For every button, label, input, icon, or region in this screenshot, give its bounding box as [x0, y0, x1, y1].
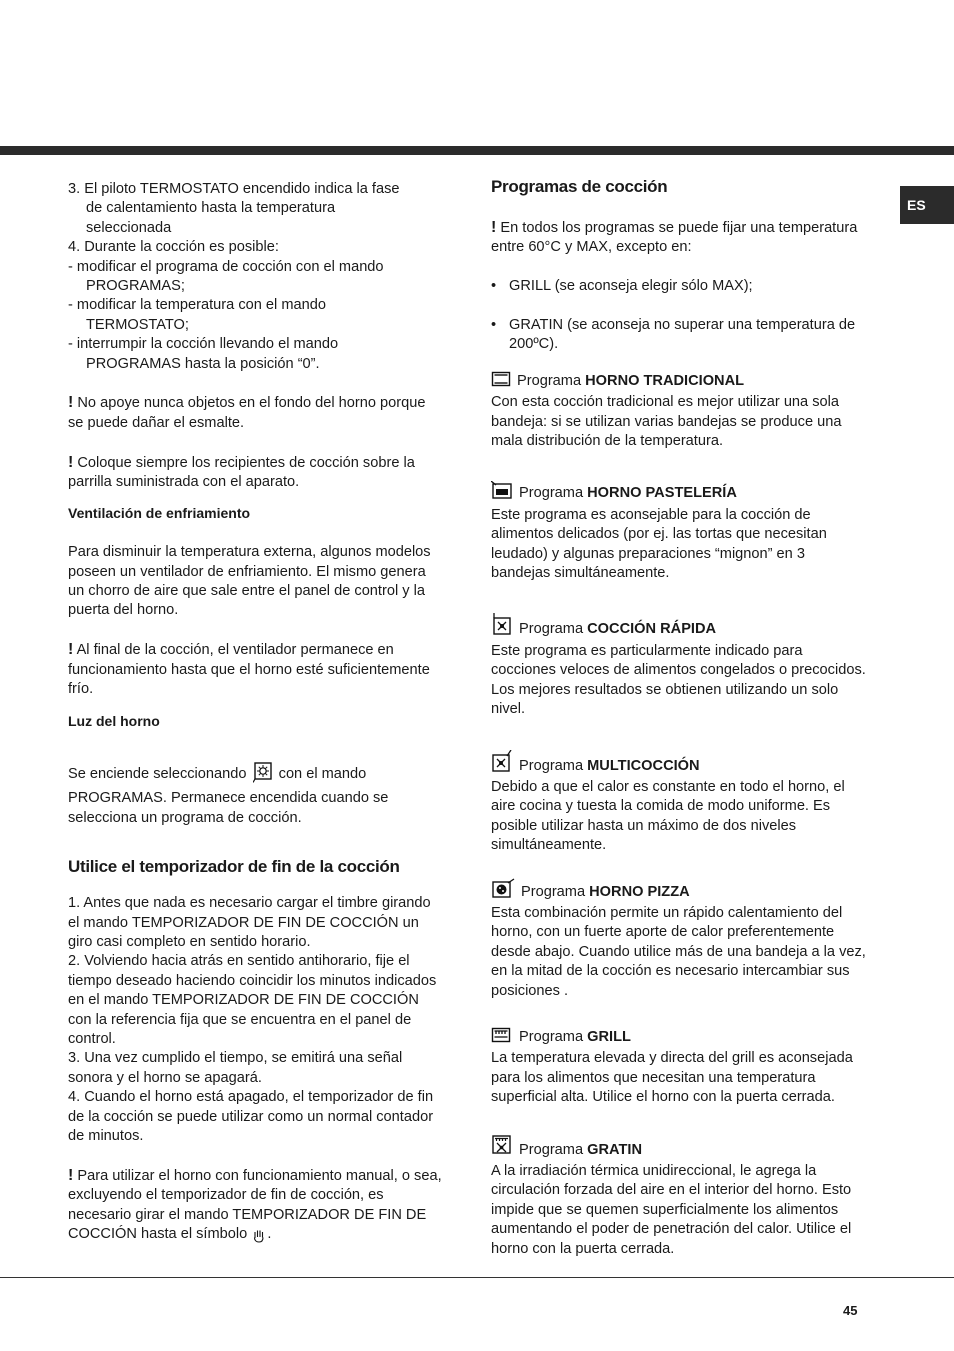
program-word: Programa [519, 1028, 584, 1045]
program-description: Este programa es aconsejable para la cocción de alimentos delicados (por ej. las tortas que necesitan leudado) y algunas preparaciones “mignon” en 3 bandejas simultáneamente. [491, 506, 827, 582]
timer-step-2: 2. Volviendo hacia atrás en sentido antihorario, fije el tiempo deseado haciendo coincidir los minutos indicados en el mando TEMPORIZADOR DE FIN DE COCCIÓN con la referencia fija que se encuentra en el panel de control. [68, 953, 437, 1047]
oven-light-text-a: Se enciende seleccionando [68, 765, 247, 782]
program-horno-pasteleria [491, 481, 867, 583]
footer-rule [0, 1277, 954, 1278]
left-column [68, 180, 444, 1249]
program-gratin [491, 1134, 867, 1259]
gratin-icon [491, 1134, 513, 1162]
program-name: HORNO PASTELERÍA [587, 485, 737, 502]
program-description: La temperatura elevada y directa del grill es aconsejada para los alimentos que necesitan una temperatura superficial alta. Utilice el horno con la puerta cerrada. [491, 1050, 853, 1106]
bullet-grill-text: GRILL (se aconseja elegir sólo MAX); [509, 278, 753, 295]
bullet-gratin-text: GRATIN (se aconseja no superar una temperatura de 200ºC). [509, 317, 856, 353]
warning-mark: ! [68, 641, 74, 659]
oven-light-text [68, 761, 444, 828]
program-word: Programa [519, 621, 584, 638]
program-name: GRATIN [587, 1141, 642, 1158]
warning-mark: ! [68, 394, 74, 412]
warning-manual [68, 1166, 444, 1250]
warning-enamel-text: No apoye nunca objetos en el fondo del horno porque se puede dañar el esmalte. [68, 395, 426, 431]
program-horno-tradicional [491, 371, 867, 452]
bullet-dot: • [491, 317, 497, 333]
warning-rack-text: Coloque siempre los recipientes de cocción sobre la parrilla suministrada con el aparato. [68, 454, 415, 491]
program-word: Programa [521, 883, 586, 900]
bullet-grill [491, 277, 867, 296]
fast-cooking-icon [491, 613, 513, 641]
option-line-4: TERMOSTATO; [86, 316, 189, 333]
warning-rack [68, 453, 444, 493]
program-title [491, 1134, 867, 1162]
program-name: COCCIÓN RÁPIDA [587, 621, 717, 638]
program-title [491, 481, 867, 505]
bullet-gratin [491, 316, 867, 355]
program-title [491, 878, 867, 904]
pizza-icon [491, 878, 515, 904]
program-word: Programa [519, 1141, 584, 1158]
warning-mark: ! [68, 453, 74, 471]
step-3-line-2: de calentamiento hasta la temperatura [86, 200, 336, 217]
program-word: Programa [519, 757, 584, 774]
warning-mark: ! [68, 1166, 74, 1184]
option-line-3: - modificar la temperatura con el mando [68, 297, 326, 314]
timer-step-3: 3. Una vez cumplido el tiempo, se emitirá una señal sonora y el horno se apagará. [68, 1050, 403, 1086]
warning-manual-text: Para utilizar el horno con funcionamiento manual, o sea, excluyendo el temporizador de fin de cocción, es necesario girar el mando TEMPORIZADOR DE FIN DE COCCIÓN hasta el símbolo [68, 1167, 442, 1243]
language-tab: ES [900, 186, 954, 224]
warning-manual-end: . [267, 1226, 272, 1243]
option-line-5: - interrumpir la cocción llevando el mando [68, 336, 339, 353]
program-description: Esta combinación permite un rápido calentamiento del horno, con un fuerte aporte de calor preferentemente desde abajo. Cuando utilice más de una bandeja a la vez, en la mitad de la cocción es necesario intercambiar sus posiciones . [491, 904, 866, 999]
hand-icon [253, 1229, 265, 1249]
oven-light-heading: Luz del horno [68, 712, 160, 729]
grill-icon [491, 1027, 513, 1049]
option-line-1: - modificar el programa de cocción con el mando [68, 258, 384, 275]
step-4-line: 4. Durante la cocción es posible: [68, 239, 279, 256]
program-grill [491, 1027, 867, 1108]
programs-intro [491, 218, 867, 258]
ventilation-heading: Ventilación de enfriamiento [68, 505, 251, 522]
timer-step-4: 4. Cuando el horno está apagado, el temporizador de fin de la cocción se puede utilizar como un normal contador de minutos. [68, 1089, 434, 1144]
programs-intro-text: En todos los programas se puede fijar una temperatura entre 60°C y MAX, excepto en: [491, 220, 858, 256]
ventilation-text: Para disminuir la temperatura externa, algunos modelos poseen un ventilador de enfriamiento. El mismo genera un chorro de aire que sale entre el panel de control y la puerta del horno. [68, 544, 431, 619]
program-word: Programa [519, 485, 584, 502]
program-horno-pizza [491, 878, 867, 1001]
pastry-icon [491, 481, 513, 505]
program-title [491, 371, 867, 393]
top-bar [0, 146, 954, 155]
oven-light-icon [253, 761, 273, 789]
option-line-6: PROGRAMAS hasta la posición “0”. [86, 355, 320, 372]
step-3-line-1: 3. El piloto TERMOSTATO encendido indica la fase [68, 181, 400, 197]
page-number: 45 [843, 1303, 858, 1318]
program-description: A la irradiación térmica unidireccional, le agrega la circulación forzada del aire en el interior del horno. Esto impide que se quemen superficialmente los alimentos aumentando el poder de penetración del calor. Utilice el horno con la puerta cerrada. [491, 1163, 852, 1257]
program-multiccion [491, 750, 867, 856]
program-coccion-rapida [491, 613, 867, 719]
warning-mark: ! [491, 219, 497, 236]
program-name: GRILL [587, 1028, 631, 1045]
programs-heading: Programas de cocción [491, 177, 668, 196]
program-name: MULTICOCCIÓN [587, 757, 700, 774]
warning-fan-text: Al final de la cocción, el ventilador permanece en funcionamiento hasta que el horno esté suficientemente frío. [68, 642, 430, 698]
right-column [491, 176, 867, 1259]
timer-heading: Utilice el temporizador de fin de la cocción [68, 857, 400, 877]
multicooking-icon [491, 750, 513, 778]
bullet-dot: • [491, 278, 497, 295]
step-3-line-3: seleccionada [86, 219, 172, 236]
program-description: Con esta cocción tradicional es mejor utilizar una sola bandeja: si se utilizan varias bandejas se produce una mala distribución de la temperatura. [491, 394, 842, 450]
option-line-2: PROGRAMAS; [86, 278, 185, 295]
timer-step-1: 1. Antes que nada es necesario cargar el timbre girando el mando TEMPORIZADOR DE FIN DE COCCIÓN un giro casi completo en sentido horario. [68, 895, 431, 950]
oven-light-text-b: con el mando PROGRAMAS. Permanece encendida cuando se selecciona un programa de cocción. [68, 765, 389, 826]
warning-enamel [68, 393, 444, 433]
program-title [491, 750, 867, 778]
program-title [491, 1027, 867, 1049]
program-title [491, 613, 867, 641]
program-name: HORNO PIZZA [589, 883, 690, 900]
program-word: Programa [517, 372, 582, 389]
warning-fan [68, 640, 444, 699]
program-name: HORNO TRADICIONAL [585, 372, 745, 389]
program-description: Debido a que el calor es constante en todo el horno, el aire cocina y tuesta la comida de modo uniforme. Es posible utilizar hasta un máximo de dos niveles simultáneamente. [491, 778, 845, 854]
oven-traditional-icon [491, 371, 511, 393]
program-description: Este programa es particularmente indicado para cocciones veloces de alimentos congelados o precocidos. Los mejores resultados se obtienen utilizando un solo nivel. [491, 642, 866, 718]
